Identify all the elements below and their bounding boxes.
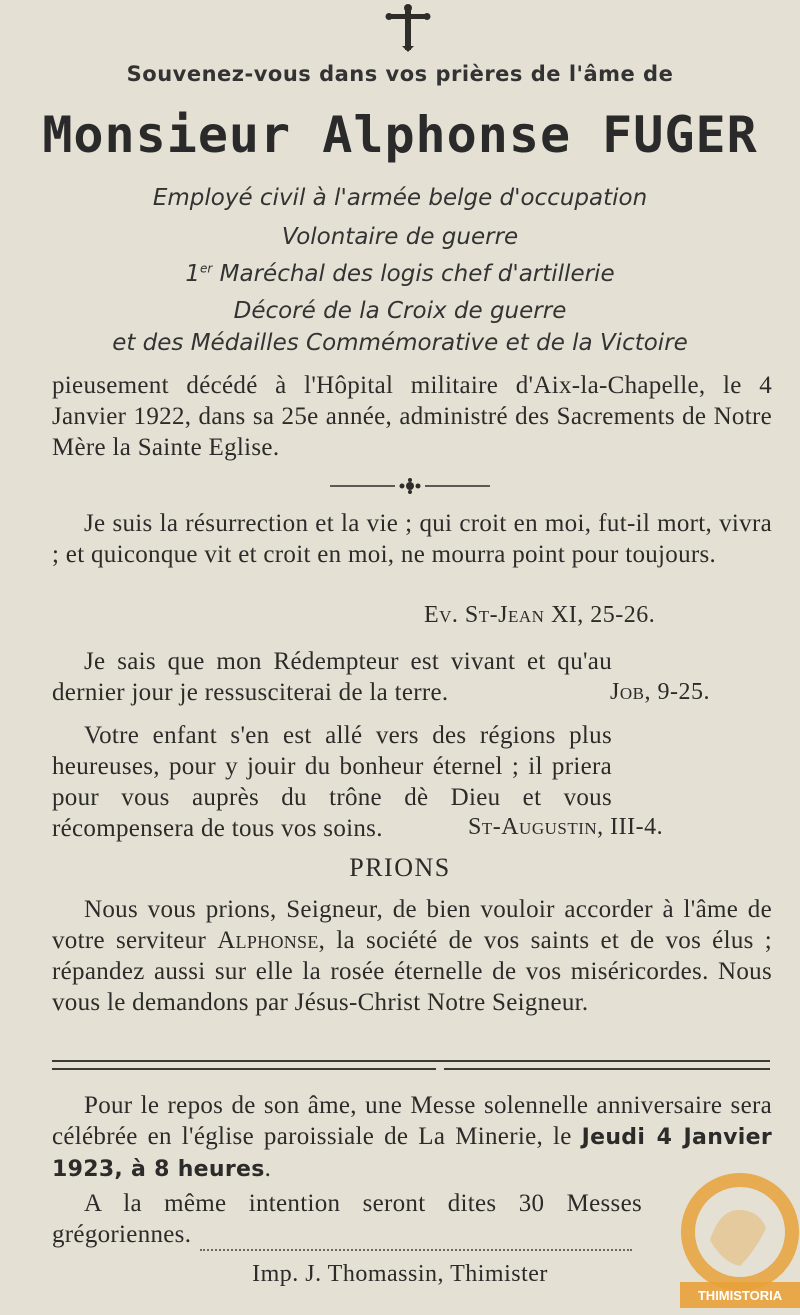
mass-text-part1: Pour le repos de son âme, une Messe solennelle anniversaire sera célébrée en l'église paroissiale de La Minerie, le	[52, 1092, 772, 1150]
separator-rule-right	[444, 1068, 770, 1070]
deceased-name: Monsieur Alphonse FUGER	[42, 106, 758, 164]
separator-rule-top	[52, 1060, 770, 1062]
rank-number: 1	[185, 261, 201, 287]
mass-announcement	[52, 1090, 772, 1185]
mass-date: Jeudi 4 Janvier 1923, à 8 heures	[52, 1125, 773, 1182]
rank-text: Maréchal des logis chef d'artillerie	[212, 261, 615, 287]
scripture-john-reference: Ev. St-Jean XI, 25-26.	[424, 602, 656, 628]
ornament-divider-icon	[330, 476, 490, 496]
title-line-croix-de-guerre: Décoré de la Croix de guerre	[233, 298, 567, 324]
death-notice: pieusement décédé à l'Hôpital militaire d'Aix-la-Chapelle, le 4 Janvier 1922, dans sa 25e année, administré des Sacrements de Notre Mère la Sainte Eglise.	[52, 372, 772, 461]
prayer-text-part2: , la société de vos saints et de vos élus ; répandez aussi sur elle la rosée éternelle de vos miséricordes. Nous vous le demandons par Jésus-Christ Notre Seigneur.	[52, 927, 772, 1016]
gregorian-masses-notice: A la même intention seront dites 30 Messes grégoriennes.	[52, 1190, 642, 1248]
prayer-heading: PRIONS	[349, 853, 451, 882]
prayer-deceased-name: Alphonse	[217, 927, 319, 954]
watermark-label: THIMISTORIA	[697, 1288, 783, 1303]
intro-line: Souvenez-vous dans vos prières de l'âme de	[126, 62, 674, 86]
augustine-reference: St-Augustin, III-4.	[468, 814, 664, 840]
prayer-text-part1: Nous vous prions, Seigneur, de bien vouloir accorder à l'âme de votre serviteur	[52, 896, 772, 954]
dotted-separator	[200, 1249, 632, 1251]
title-line-civil-employee: Employé civil à l'armée belge d'occupation	[152, 185, 648, 211]
printer-credit: Imp. J. Thomassin, Thimister	[252, 1261, 548, 1287]
title-line-medals: et des Médailles Commémorative et de la Victoire	[112, 330, 688, 356]
augustine-quote-text: Votre enfant s'en est allé vers des régions plus heureuses, pour y jouir du bonheur éternel ; il priera pour vous auprès du trône dè Dieu et vous récompensera de tous vos soins.	[52, 722, 612, 842]
cross-icon	[383, 2, 433, 52]
scripture-john-text: Je suis la résurrection et la vie ; qui croit en moi, fut-il mort, vivra ; et quiconque vit et croit en moi, ne mourra point pour toujours.	[52, 510, 772, 568]
prayer-text	[52, 894, 772, 1018]
scripture-job-reference: Job, 9-25.	[610, 679, 710, 705]
title-line-volunteer: Volontaire de guerre	[281, 224, 519, 250]
thimistoria-watermark-logo	[680, 1170, 800, 1315]
separator-rule-left	[52, 1068, 436, 1070]
scripture-job-text: Je sais que mon Rédempteur est vivant et qu'au dernier jour je ressusciterai de la terre.	[52, 648, 612, 706]
title-line-rank	[0, 261, 800, 287]
mass-text-part2: .	[264, 1155, 272, 1182]
rank-superscript: er	[200, 261, 213, 276]
